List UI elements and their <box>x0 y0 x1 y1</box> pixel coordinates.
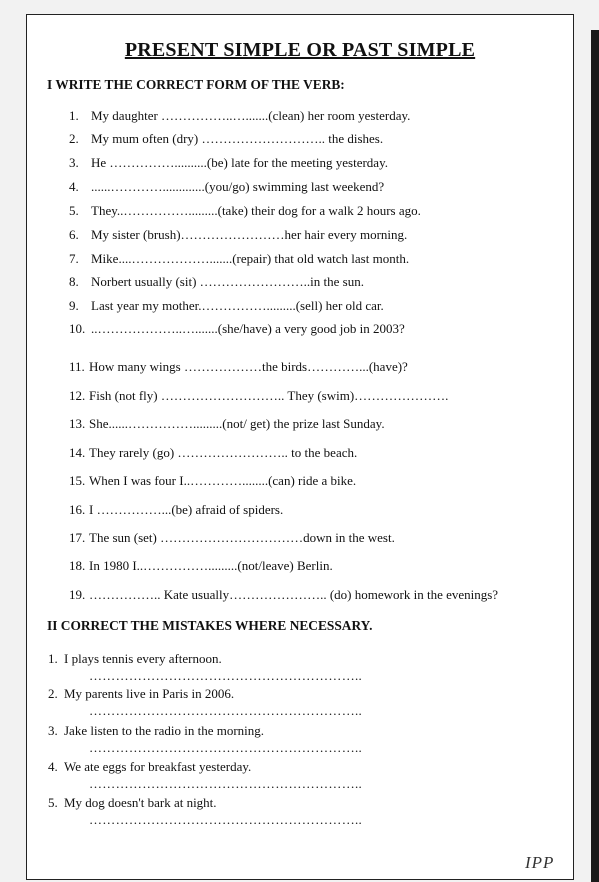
exercise-number: 3. <box>69 155 79 170</box>
answer-line[interactable]: …………………………………………………….. <box>89 668 363 683</box>
worksheet-page <box>26 14 574 880</box>
exercise-item <box>69 558 333 574</box>
exercise-item <box>69 108 410 124</box>
exercise-number: 1. <box>69 108 79 123</box>
exercise-item <box>69 445 357 461</box>
exercise-item <box>69 203 421 219</box>
exercise-number: 19. <box>69 587 86 602</box>
exercise-sentence: Last year my mother.…………….........(sell) her old car. <box>91 298 384 313</box>
answer-line[interactable]: …………………………………………………….. <box>89 740 363 755</box>
correction-sentence: My dog doesn't bark at night. <box>64 795 217 810</box>
exercise-sentence: How many wings ………………the birds…………...(have)? <box>89 359 408 374</box>
exercise-sentence: They rarely (go) …………………….. to the beach. <box>89 445 358 460</box>
exercise-item <box>69 251 409 267</box>
exercise-item <box>69 321 405 337</box>
correction-sentence: Jake listen to the radio in the morning. <box>64 723 265 738</box>
worksheet-title: PRESENT SIMPLE OR PAST SIMPLE <box>124 39 476 61</box>
exercise-sentence: ..………………..….......(she/have) a very good job in 2003? <box>91 321 405 336</box>
exercise-item <box>69 388 448 404</box>
answer-line[interactable]: …………………………………………………….. <box>89 703 363 718</box>
page-edge-shadow <box>591 30 599 882</box>
exercise-item <box>69 416 385 432</box>
correction-number: 3. <box>48 723 58 738</box>
exercise-sentence: My daughter ……………..….......(clean) her room yesterday. <box>91 108 411 123</box>
exercise-item <box>69 298 384 314</box>
correction-item <box>48 759 251 775</box>
exercise-sentence: When I was four I..…………........(can) ride a bike. <box>89 473 357 488</box>
correction-number: 1. <box>48 651 58 666</box>
exercise-number: 13. <box>69 416 86 431</box>
exercise-number: 7. <box>69 251 79 266</box>
exercise-sentence: My mum often (dry) ……………………….. the dishes. <box>91 131 384 146</box>
exercise-number: 9. <box>69 298 79 313</box>
exercise-item <box>69 530 395 546</box>
exercise-number: 16. <box>69 502 86 517</box>
correction-sentence: We ate eggs for breakfast yesterday. <box>64 759 252 774</box>
exercise-number: 14. <box>69 445 86 460</box>
exercise-sentence: He ……………..........(be) late for the meeting yesterday. <box>91 155 388 170</box>
exercise-sentence: Mike....……………….......(repair) that old watch last month. <box>91 251 410 266</box>
exercise-number: 10. <box>69 321 86 336</box>
exercise-sentence: In 1980 I..…………….........(not/leave) Berlin. <box>89 558 333 573</box>
exercise-sentence: She......…………….........(not/ get) the prize last Sunday. <box>89 416 385 431</box>
answer-line[interactable]: …………………………………………………….. <box>89 812 363 827</box>
exercise-sentence: Fish (not fly) ……………………….. They (swim)…………………. <box>89 388 449 403</box>
exercise-number: 12. <box>69 388 86 403</box>
exercise-number: 15. <box>69 473 86 488</box>
answer-line[interactable]: …………………………………………………….. <box>89 776 363 791</box>
exercise-item <box>69 473 356 489</box>
exercise-item <box>69 155 388 171</box>
exercise-sentence: …………….. Kate usually………………….. (do) homework in the evenings? <box>89 587 499 602</box>
section-1-heading: I WRITE THE CORRECT FORM OF THE VERB: <box>47 77 345 92</box>
correction-number: 4. <box>48 759 58 774</box>
exercise-sentence: They..…………….........(take) their dog for a walk 2 hours ago. <box>91 203 421 218</box>
exercise-item <box>69 502 283 518</box>
exercise-item <box>69 227 407 243</box>
exercise-sentence: Norbert usually (sit) ……………………..in the sun. <box>91 274 364 289</box>
exercise-number: 18. <box>69 558 86 573</box>
exercise-number: 17. <box>69 530 86 545</box>
correction-number: 2. <box>48 686 58 701</box>
correction-sentence: I plays tennis every afternoon. <box>64 651 222 666</box>
correction-item <box>48 795 217 811</box>
exercise-sentence: My sister (brush)……………………her hair every morning. <box>91 227 408 242</box>
exercise-item <box>69 179 384 195</box>
correction-number: 5. <box>48 795 58 810</box>
exercise-number: 2. <box>69 131 79 146</box>
exercise-number: 8. <box>69 274 79 289</box>
exercise-sentence: I ……………...(be) afraid of spiders. <box>89 502 284 517</box>
exercise-number: 4. <box>69 179 79 194</box>
exercise-number: 11. <box>69 359 85 374</box>
correction-item <box>48 723 264 739</box>
correction-sentence: My parents live in Paris in 2006. <box>64 686 235 701</box>
correction-item <box>48 651 222 667</box>
exercise-item <box>69 587 498 603</box>
exercise-item <box>69 359 408 375</box>
exercise-number: 6. <box>69 227 79 242</box>
exercise-sentence: The sun (set) ……………………………down in the west. <box>89 530 395 545</box>
author-signature: IPP <box>525 853 555 872</box>
exercise-item <box>69 131 383 147</box>
exercise-item <box>69 274 364 290</box>
exercise-sentence: ......………….............(you/go) swimming last weekend? <box>91 179 385 194</box>
correction-item <box>48 686 234 702</box>
section-2-heading: II CORRECT THE MISTAKES WHERE NECESSARY. <box>47 618 373 633</box>
exercise-number: 5. <box>69 203 79 218</box>
